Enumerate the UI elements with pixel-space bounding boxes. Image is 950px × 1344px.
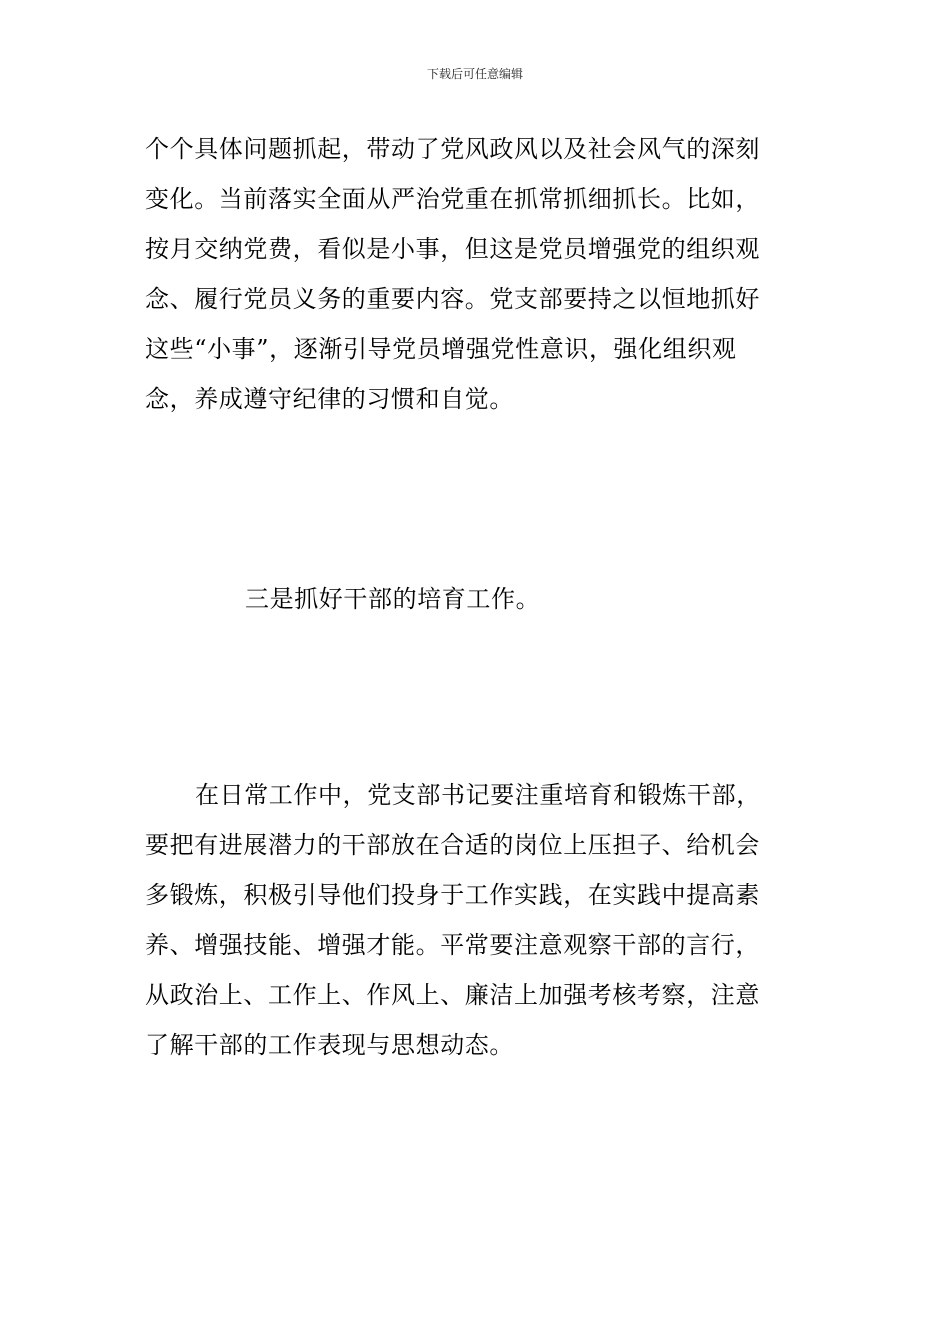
paragraph-line: 多锻炼，积极引导他们投身于工作实践，在实践中提高素 (145, 881, 760, 909)
paragraph-line: 要把有进展潜力的干部放在合适的岗位上压担子、给机会 (145, 831, 760, 859)
page-header-note: 下载后可任意编辑 (426, 67, 523, 81)
paragraph-line: 在日常工作中，党支部书记要注重培育和锻炼干部， (195, 781, 761, 809)
paragraph-line: 念、履行党员义务的重要内容。党支部要持之以恒地抓好 (145, 285, 760, 313)
paragraph-line: 个个具体问题抓起，带动了党风政风以及社会风气的深刻 (145, 135, 760, 163)
paragraph-line: 变化。当前落实全面从严治党重在抓常抓细抓长。比如， (145, 185, 760, 213)
paragraph-line: 念，养成遵守纪律的习惯和自觉。 (145, 385, 514, 413)
section-heading: 三是抓好干部的培育工作。 (245, 585, 541, 613)
paragraph-line: 了解干部的工作表现与思想动态。 (145, 1031, 514, 1059)
paragraph-line: 从政治上、工作上、作风上、廉洁上加强考核考察，注意 (145, 981, 760, 1009)
paragraph-line: 按月交纳党费，看似是小事，但这是党员增强党的组织观 (145, 235, 760, 263)
paragraph-line: 养、增强技能、增强才能。平常要注意观察干部的言行， (145, 931, 760, 959)
paragraph-line: 这些“小事”，逐渐引导党员增强党性意识，强化组织观 (145, 335, 737, 363)
